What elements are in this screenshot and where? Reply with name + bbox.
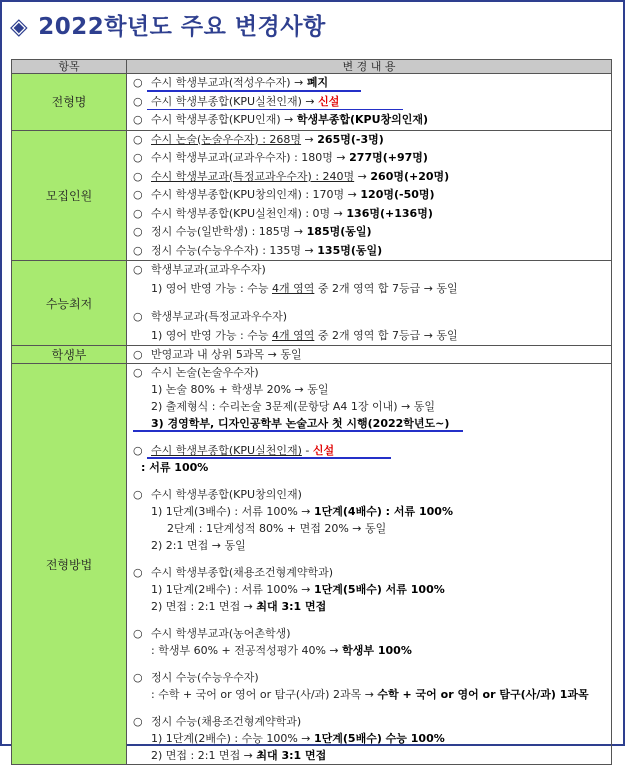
list-item: ○ 수시 학생부종합(KPU창의인재) : 170명 → 120명(-50명): [133, 188, 435, 201]
list-item: : 서류 100%: [141, 461, 209, 474]
diamond-icon: ◈: [10, 14, 29, 40]
list-item: ○ 수시 학생부교과(농어촌학생): [133, 627, 291, 640]
list-item: 2) 2:1 면접 → 동일: [151, 539, 246, 552]
list-item: 1) 1단계(2배수) : 수능 100% → 1단계(5배수) 수능 100%: [151, 732, 445, 745]
list-item: 2단계 : 1단계성적 80% + 면접 20% → 동일: [167, 522, 387, 535]
list-item: ○ 수시 학생부종합(KPU인재) → 학생부종합(KPU창의인재): [133, 113, 429, 126]
category-cell: 전형방법: [12, 364, 127, 765]
category-cell: 모집인원: [12, 130, 127, 261]
list-item: 2) 출제형식 : 수리논술 3문제(문항당 A4 1장 이내) → 동일: [151, 400, 436, 413]
content-cell: [127, 364, 612, 765]
highlight-underline: [147, 90, 361, 92]
list-item: : 수학 + 국어 or 영어 or 탐구(사/과) 2과목 → 수학 + 국어 or 영어 or 탐구(사/과) 1과목: [151, 688, 589, 701]
list-item: 1) 1단계(3배수) : 서류 100% → 1단계(4배수) : 서류 100%: [151, 505, 453, 518]
header-row: [12, 60, 612, 74]
list-item: ○ 수시 학생부종합(KPU실천인재) → 신설: [133, 93, 611, 112]
list-item: ○ 수시 학생부종합(KPU창의인재): [133, 488, 302, 501]
list-item: ○ 정시 수능(수능우수자) : 135명 → 135명(동일): [133, 243, 383, 257]
list-item: : 학생부 60% + 전공적성평가 40% → 학생부 100%: [151, 644, 412, 657]
content-cell: [127, 74, 612, 131]
header-category: 항목: [12, 60, 127, 74]
header-content: 변 경 내 용: [127, 60, 612, 74]
content-cell: [127, 130, 612, 261]
list-item: 2) 면접 : 2:1 면접 → 최대 3:1 면접: [151, 600, 327, 613]
category-cell: 학생부: [12, 346, 127, 364]
category-cell: 수능최저: [12, 261, 127, 346]
list-item: ○ 수시 논술(논술우수자): [133, 366, 259, 379]
list-item: ○ 수시 학생부교과(교과우수자) : 180명 → 277명(+97명): [133, 151, 428, 164]
content-cell: [127, 261, 612, 346]
list-item: ○ 정시 수능(수능우수자): [133, 671, 259, 684]
list-item: 1) 논술 80% + 학생부 20% → 동일: [151, 383, 329, 396]
list-item: 1) 1단계(2배수) : 서류 100% → 1단계(5배수) 서류 100%: [151, 583, 445, 596]
list-item: ○ 수시 학생부종합(채용조건형계약학과): [133, 566, 334, 579]
list-item: ○ 수시 학생부교과(적성우수자) → 폐지: [133, 74, 611, 93]
table-row: [12, 364, 612, 765]
changes-table: [11, 59, 612, 765]
list-item: 2) 면접 : 2:1 면접 → 최대 3:1 면접: [151, 749, 327, 762]
table-row: [12, 346, 612, 364]
content-cell: [127, 346, 612, 364]
category-cell: 전형명: [12, 74, 127, 131]
list-item: ○ 정시 수능(일반학생) : 185명 → 185명(동일): [133, 225, 372, 238]
list-item: ○ 수시 논술(논술우수자) : 268명 → 265명(-3명): [133, 132, 384, 146]
list-item: 1) 영어 반영 가능 : 수능 4개 영역 중 2개 영역 합 7등급 → 동일: [151, 328, 458, 342]
list-item: ○ 수시 학생부교과(특정교과우수자) : 240명 → 260명(+20명): [133, 169, 450, 183]
list-item: ○ 학생부교과(교과우수자): [133, 263, 266, 276]
table-row: [12, 261, 612, 346]
list-item: ○ 정시 수능(채용조건형계약학과): [133, 715, 302, 728]
highlight-underline: [133, 430, 463, 432]
list-item: ○ 수시 학생부종합(KPU실천인재) - 신설: [133, 442, 611, 459]
page-title: ◈ 2022학년도 주요 변경사항: [10, 14, 326, 40]
table-row: [12, 130, 612, 261]
list-item: ○ 수시 학생부종합(KPU실천인재) : 0명 → 136명(+136명): [133, 206, 433, 220]
list-item: 3) 경영학부, 디자인공학부 논술고사 첫 시행(2022학년도~): [133, 415, 611, 432]
list-item: 1) 영어 반영 가능 : 수능 4개 영역 중 2개 영역 합 7등급 → 동일: [151, 281, 458, 295]
list-item: ○ 학생부교과(특정교과우수자): [133, 310, 288, 323]
highlight-underline: [147, 109, 403, 111]
list-item: ○ 반영교과 내 상위 5과목 → 동일: [133, 348, 302, 361]
table-row: [12, 74, 612, 131]
